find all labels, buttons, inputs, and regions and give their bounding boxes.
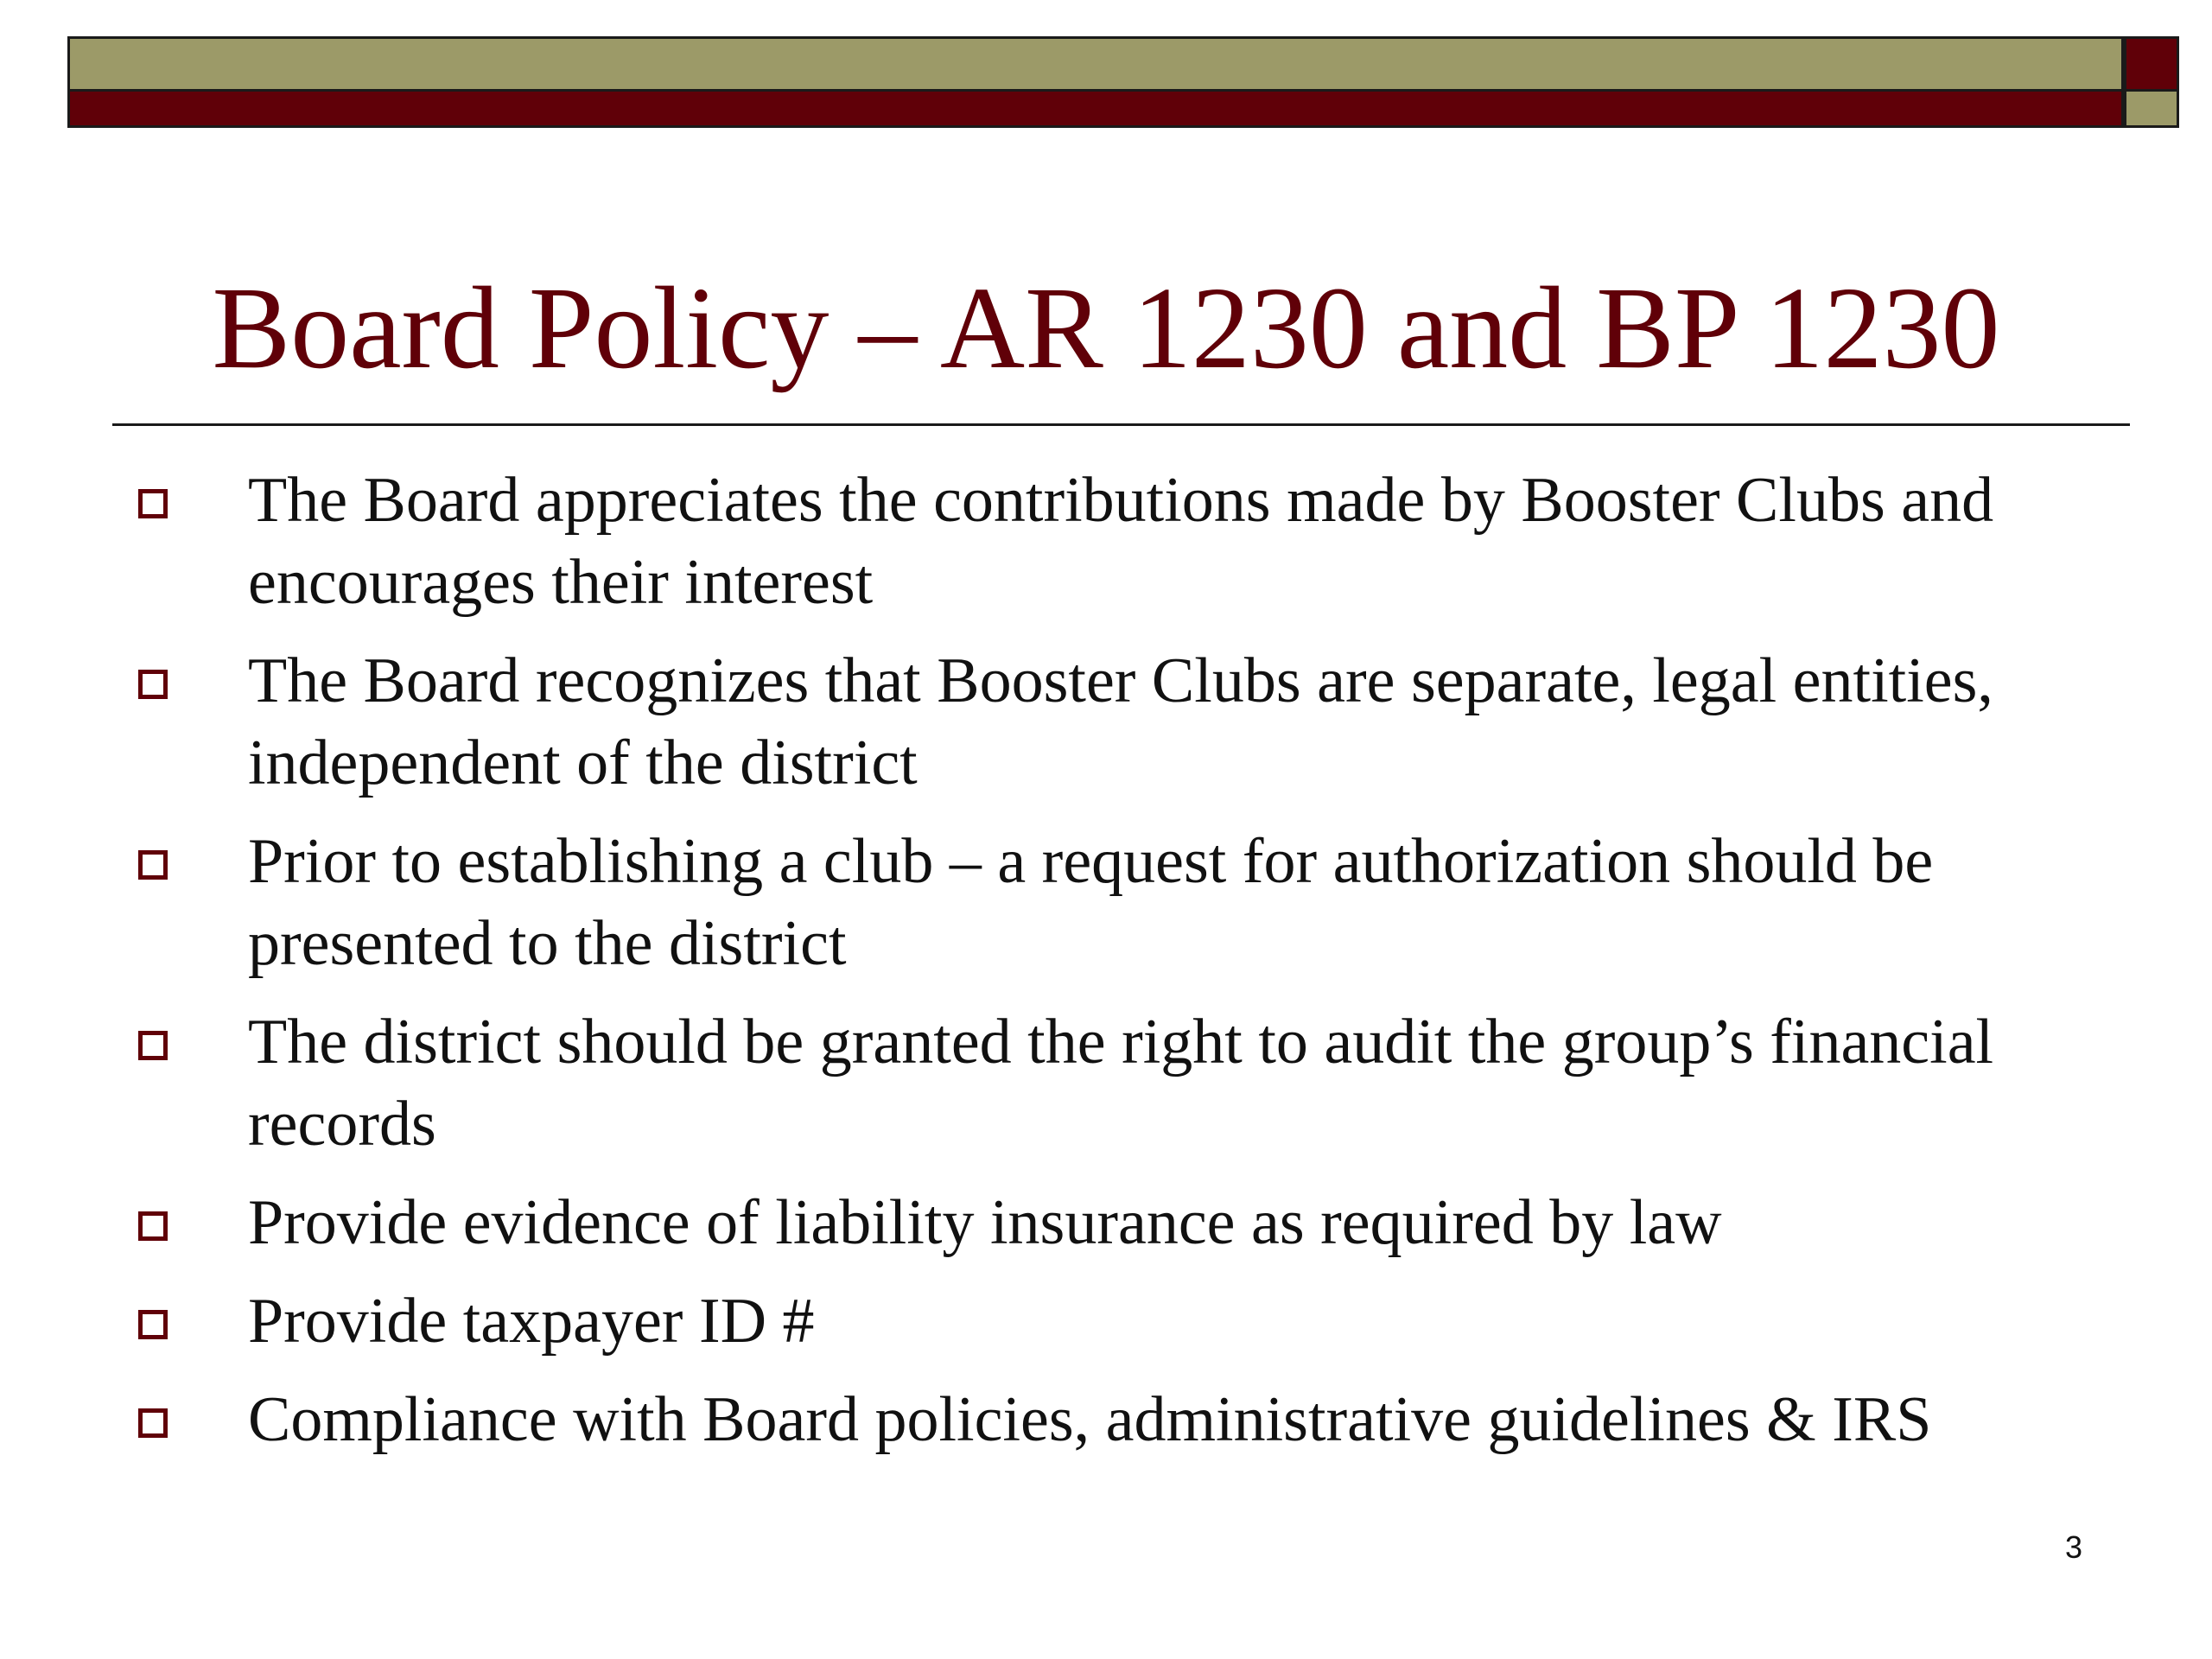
- title-divider: [112, 423, 2130, 426]
- slide-number: 3: [2064, 1529, 2082, 1565]
- slide-title: Board Policy – AR 1230 and BP 1230: [212, 264, 2000, 393]
- header-maroon-bar: [67, 92, 2124, 128]
- hollow-square-icon: [138, 489, 168, 518]
- bullet-text: Provide taxpayer ID #: [248, 1286, 815, 1357]
- bullet-text: The district should be granted the right to audit the group’s financial records: [248, 1007, 1994, 1160]
- bullet-item: [0, 1281, 2212, 1363]
- hollow-square-icon: [138, 1310, 168, 1339]
- header-olive-bar: [67, 36, 2124, 92]
- hollow-square-icon: [138, 850, 168, 880]
- hollow-square-icon: [138, 1211, 168, 1241]
- bullet-item: [0, 821, 2212, 985]
- bullet-text: The Board recognizes that Booster Clubs are separate, legal entities, independent of the district: [248, 645, 1993, 798]
- hollow-square-icon: [138, 670, 168, 699]
- header-maroon-square: [2124, 36, 2179, 92]
- bullet-item: [0, 460, 2212, 624]
- bullet-item: [0, 1379, 2212, 1461]
- bullet-item: [0, 640, 2212, 804]
- bullet-text: Provide evidence of liability insurance as required by law: [248, 1187, 1722, 1258]
- bullet-text: The Board appreciates the contributions made by Booster Clubs and encourages their interest: [248, 465, 1994, 618]
- bullet-text: Compliance with Board policies, administrative guidelines & IRS: [248, 1384, 1932, 1455]
- bullet-list: [0, 460, 2212, 1478]
- header-olive-square: [2124, 92, 2179, 128]
- bullet-item: [0, 1182, 2212, 1264]
- bullet-text: Prior to establishing a club – a request for authorization should be presented to the district: [248, 826, 1934, 979]
- hollow-square-icon: [138, 1031, 168, 1060]
- bullet-item: [0, 1001, 2212, 1166]
- hollow-square-icon: [138, 1408, 168, 1438]
